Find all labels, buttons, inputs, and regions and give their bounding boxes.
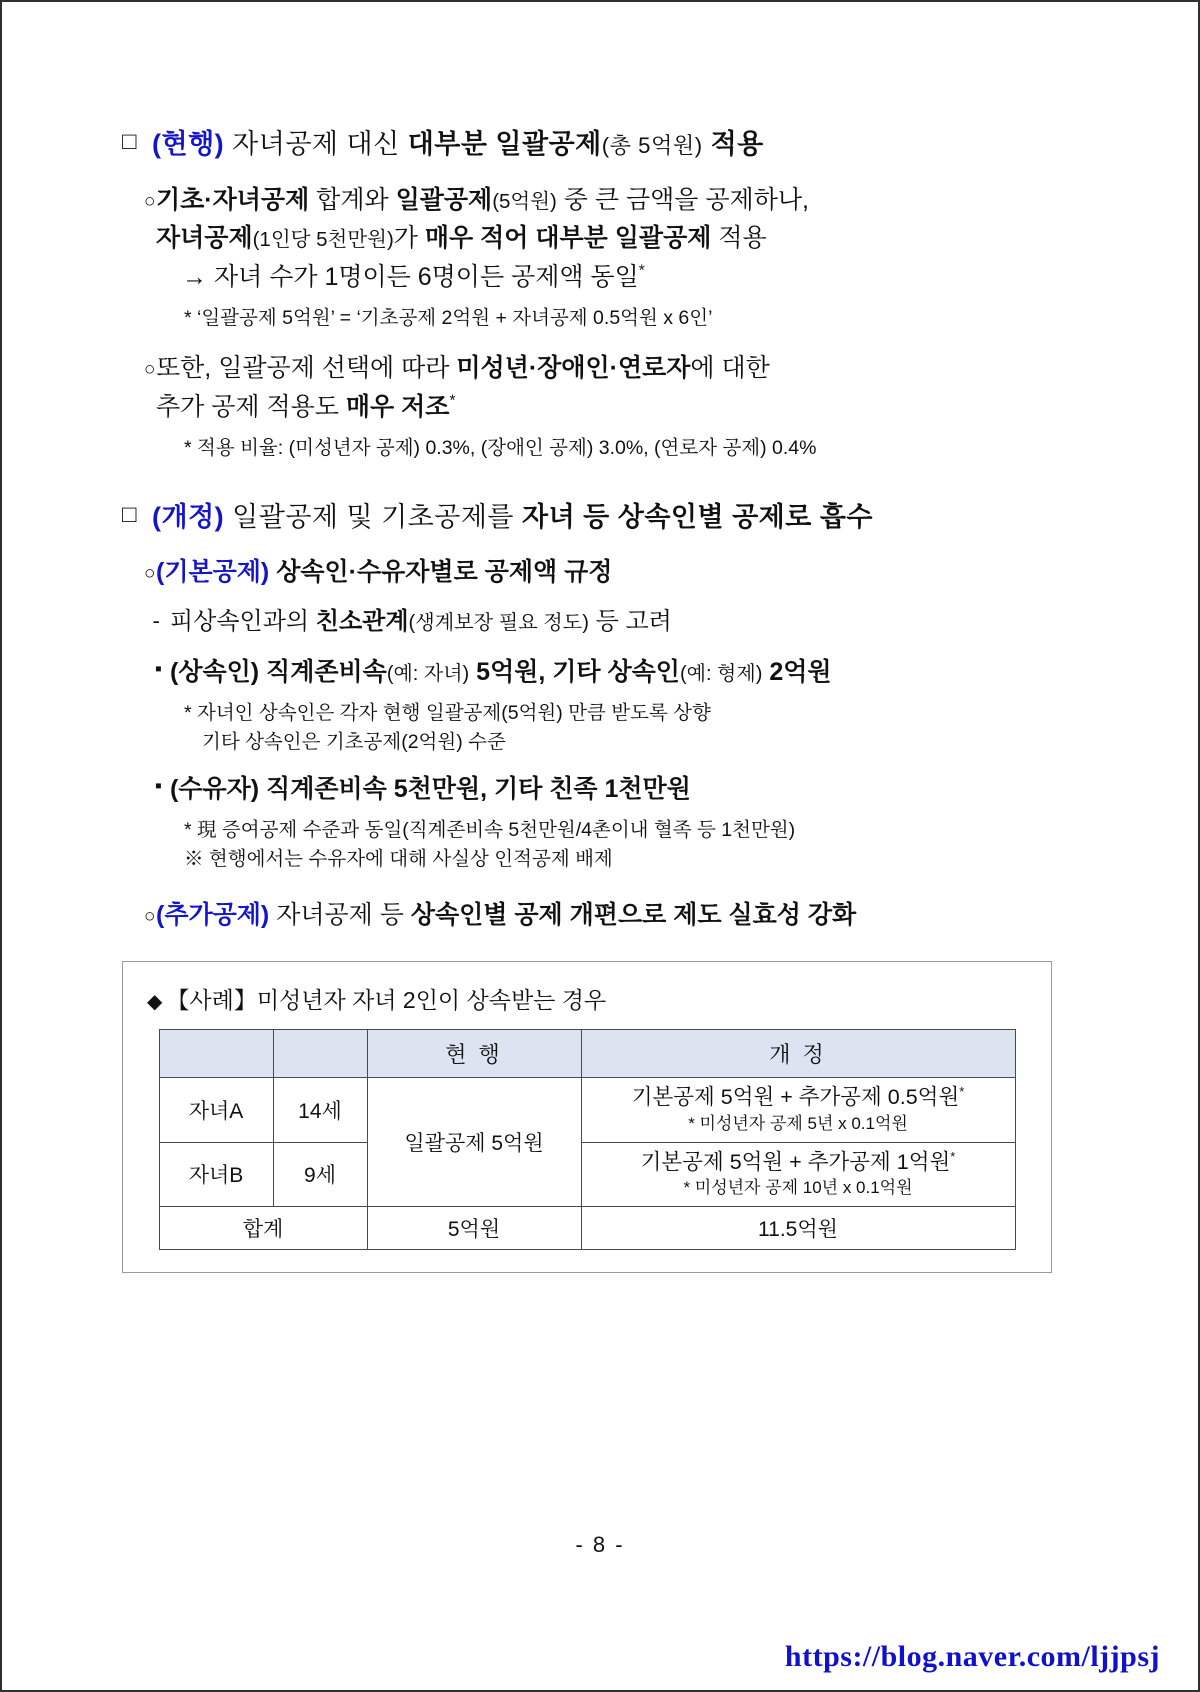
header-blank-name <box>159 1029 273 1077</box>
section-revision-heading-text <box>152 497 1082 538</box>
heir-t5: (예: 형제) <box>679 663 763 685</box>
b1-t5: 중 큰 금액을 공제하나, <box>556 185 809 214</box>
row1-revised-sub: * 미성년자 공제 5년 x 0.1억원 <box>688 1113 908 1133</box>
square-marker-icon: □ <box>122 128 137 155</box>
b1-t2: 합계와 <box>309 185 396 214</box>
square-dot-marker-icon: ▪ <box>154 658 162 680</box>
circle-marker-icon: ○ <box>144 190 156 212</box>
current-bullet-1 <box>122 181 1082 297</box>
row2-name: 자녀B <box>159 1142 273 1207</box>
current-title-c: (총 5억원) <box>601 133 703 158</box>
additional-deduction-tag: (추가공제) <box>156 901 270 929</box>
b2-t2: 미성년·장애인·연로자 <box>456 354 691 382</box>
row2-revised <box>581 1142 1015 1207</box>
legatee-item <box>122 771 1082 809</box>
b1-arrow: → 자녀 수가 1명이든 6명이든 공제액 동일 <box>182 263 639 291</box>
legatee-item-note-2: ※ 현행에서는 수유자에 대해 사실상 인적공제 배제 <box>184 847 613 870</box>
legatee-item-note-1: * 現 증여공제 수준과 동일(직계존비속 5천만원/4촌이내 혈족 등 1천만원) <box>184 818 796 841</box>
watermark-url: https://blog.naver.com/ljjpsj <box>784 1640 1160 1673</box>
row2-revised-sub: * 미성년자 공제 10년 x 0.1억원 <box>683 1178 913 1198</box>
dash-t1: 피상속인과의 <box>170 608 316 635</box>
header-blank-age <box>273 1029 367 1077</box>
table-total-row <box>159 1207 1015 1250</box>
b1-t9: 매우 적어 대부분 일괄공제 <box>424 224 712 253</box>
circle-marker-icon: ○ <box>144 563 156 585</box>
dash-t2: 친소관계 <box>315 608 409 635</box>
header-current: 현 행 <box>367 1029 581 1077</box>
basic-deduction-dash-item <box>122 604 1082 640</box>
header-revised: 개 정 <box>581 1029 1015 1077</box>
legatee-t2: 직계존비속 5천만원, 기타 친족 1천만원 <box>259 775 691 803</box>
b2-t5: 매우 저조 <box>345 392 450 421</box>
additional-deduction-bullet <box>122 896 1082 935</box>
row2-revised-sup: * <box>950 1148 956 1164</box>
example-table <box>159 1029 1016 1251</box>
basic-deduction-tag: (기본공제) <box>156 558 270 587</box>
row1-revised-main: 기본공제 5억원 + 추가공제 0.5억원 <box>631 1084 960 1109</box>
row2-revised-main: 기본공제 5억원 + 추가공제 1억원 <box>640 1149 951 1174</box>
total-current: 5억원 <box>367 1207 581 1250</box>
section-revision-heading <box>122 497 1082 538</box>
current-bullet-2-text <box>156 349 1082 427</box>
row2-age: 9세 <box>273 1142 367 1207</box>
b1-t1: 기초·자녀공제 <box>156 185 310 214</box>
total-label: 합계 <box>159 1207 367 1250</box>
example-title-text: 【사례】미성년자 자녀 2인이 상속받는 경우 <box>166 986 607 1013</box>
b2-t3: 에 대한 <box>690 354 770 382</box>
page-number: - 8 - <box>575 1532 625 1557</box>
current-bullet-1-note: * ‘일괄공제 5억원’ = ‘기초공제 2억원 + 자녀공제 0.5억원 x 6인’ <box>184 306 713 329</box>
heir-t4: 5억원, 기타 상속인 <box>469 658 680 686</box>
b1-t10: 적용 <box>711 224 767 253</box>
legatee-t1: (수유자) <box>170 775 260 803</box>
circle-marker-icon: ○ <box>144 359 156 380</box>
example-table-head <box>159 1029 1015 1077</box>
heir-item <box>122 654 1082 692</box>
row1-revised <box>581 1077 1015 1142</box>
table-row <box>159 1142 1015 1207</box>
table-row <box>159 1077 1015 1142</box>
basic-deduction-title <box>156 553 1082 592</box>
current-merged-cell: 일괄공제 5억원 <box>367 1077 581 1207</box>
heir-t2: 직계존비속 <box>259 658 387 686</box>
current-tag: (현행) <box>152 129 225 159</box>
heir-t3: (예: 자녀) <box>386 663 470 685</box>
current-title-b: 대부분 일괄공제 <box>407 129 602 159</box>
b1-arrow-sup: * <box>638 262 645 280</box>
revision-title-a: 일괄공제 및 기초공제를 <box>232 501 514 532</box>
b2-t4: 추가 공제 적용도 <box>156 392 346 421</box>
circle-marker-icon: ○ <box>144 906 156 927</box>
b1-t8: 가 <box>393 224 425 253</box>
b2-t1: 또한, 일괄공제 선택에 따라 <box>156 354 457 382</box>
legatee-item-text <box>170 771 1082 809</box>
square-dot-marker-icon: ▪ <box>154 775 162 797</box>
row1-revised-sup: * <box>959 1083 965 1099</box>
heir-item-note-1: * 자녀인 상속인은 각자 현행 일괄공제(5억원) 만큼 받도록 상향 <box>184 701 711 724</box>
basic-deduction-dash-text <box>170 604 1082 640</box>
current-bullet-2-note: * 적용 비율: (미성년자 공제) 0.3%, (장애인 공제) 3.0%, (연로자 공제) 0.4% <box>184 436 817 459</box>
additional-deduction-text <box>156 896 1082 935</box>
revision-title-b: 자녀 등 상속인별 공제로 흡수 <box>522 501 874 532</box>
example-title <box>147 982 1029 1015</box>
revision-tag: (개정) <box>152 501 225 532</box>
current-bullet-2 <box>122 349 1082 427</box>
section-current-heading <box>122 124 1082 165</box>
dash-marker-icon: - <box>152 608 160 633</box>
heir-t6: 2억원 <box>762 658 832 686</box>
square-marker-icon: □ <box>122 500 137 528</box>
example-table-body <box>159 1077 1015 1250</box>
dash-t4: 등 고려 <box>588 608 672 635</box>
b1-t6: 자녀공제 <box>156 224 253 253</box>
b1-arrow-line <box>156 258 1082 297</box>
b1-t3: 일괄공제 <box>395 185 493 214</box>
document-content <box>122 102 1082 1273</box>
total-revised: 11.5억원 <box>581 1207 1015 1250</box>
current-title-d: 적용 <box>710 129 764 159</box>
heir-item-text <box>170 654 1082 692</box>
current-bullet-1-text <box>156 181 1082 297</box>
current-title-a: 자녀공제 대신 <box>232 129 400 159</box>
b2-sup: * <box>449 392 456 410</box>
dash-t3: (생계보장 필요 정도) <box>408 612 589 634</box>
basic-deduction-title-rest: 상속인·수유자별로 공제액 규정 <box>269 558 613 587</box>
additional-t1: 자녀공제 등 <box>269 901 411 929</box>
additional-t2: 상속인별 공제 개편으로 제도 실효성 강화 <box>410 901 857 929</box>
b1-t7: (1인당 5천만원) <box>252 228 394 252</box>
b1-t4: (5억원) <box>492 189 557 213</box>
diamond-marker-icon: ◆ <box>147 990 163 1013</box>
row1-name: 자녀A <box>159 1077 273 1142</box>
heir-t1: (상속인) <box>170 658 260 686</box>
basic-deduction-bullet <box>122 553 1082 592</box>
table-header-row <box>159 1029 1015 1077</box>
section-current-heading-text <box>152 124 1082 165</box>
row1-age: 14세 <box>273 1077 367 1142</box>
heir-item-note-2: 기타 상속인은 기초공제(2억원) 수준 <box>202 730 506 753</box>
example-box <box>122 961 1052 1274</box>
